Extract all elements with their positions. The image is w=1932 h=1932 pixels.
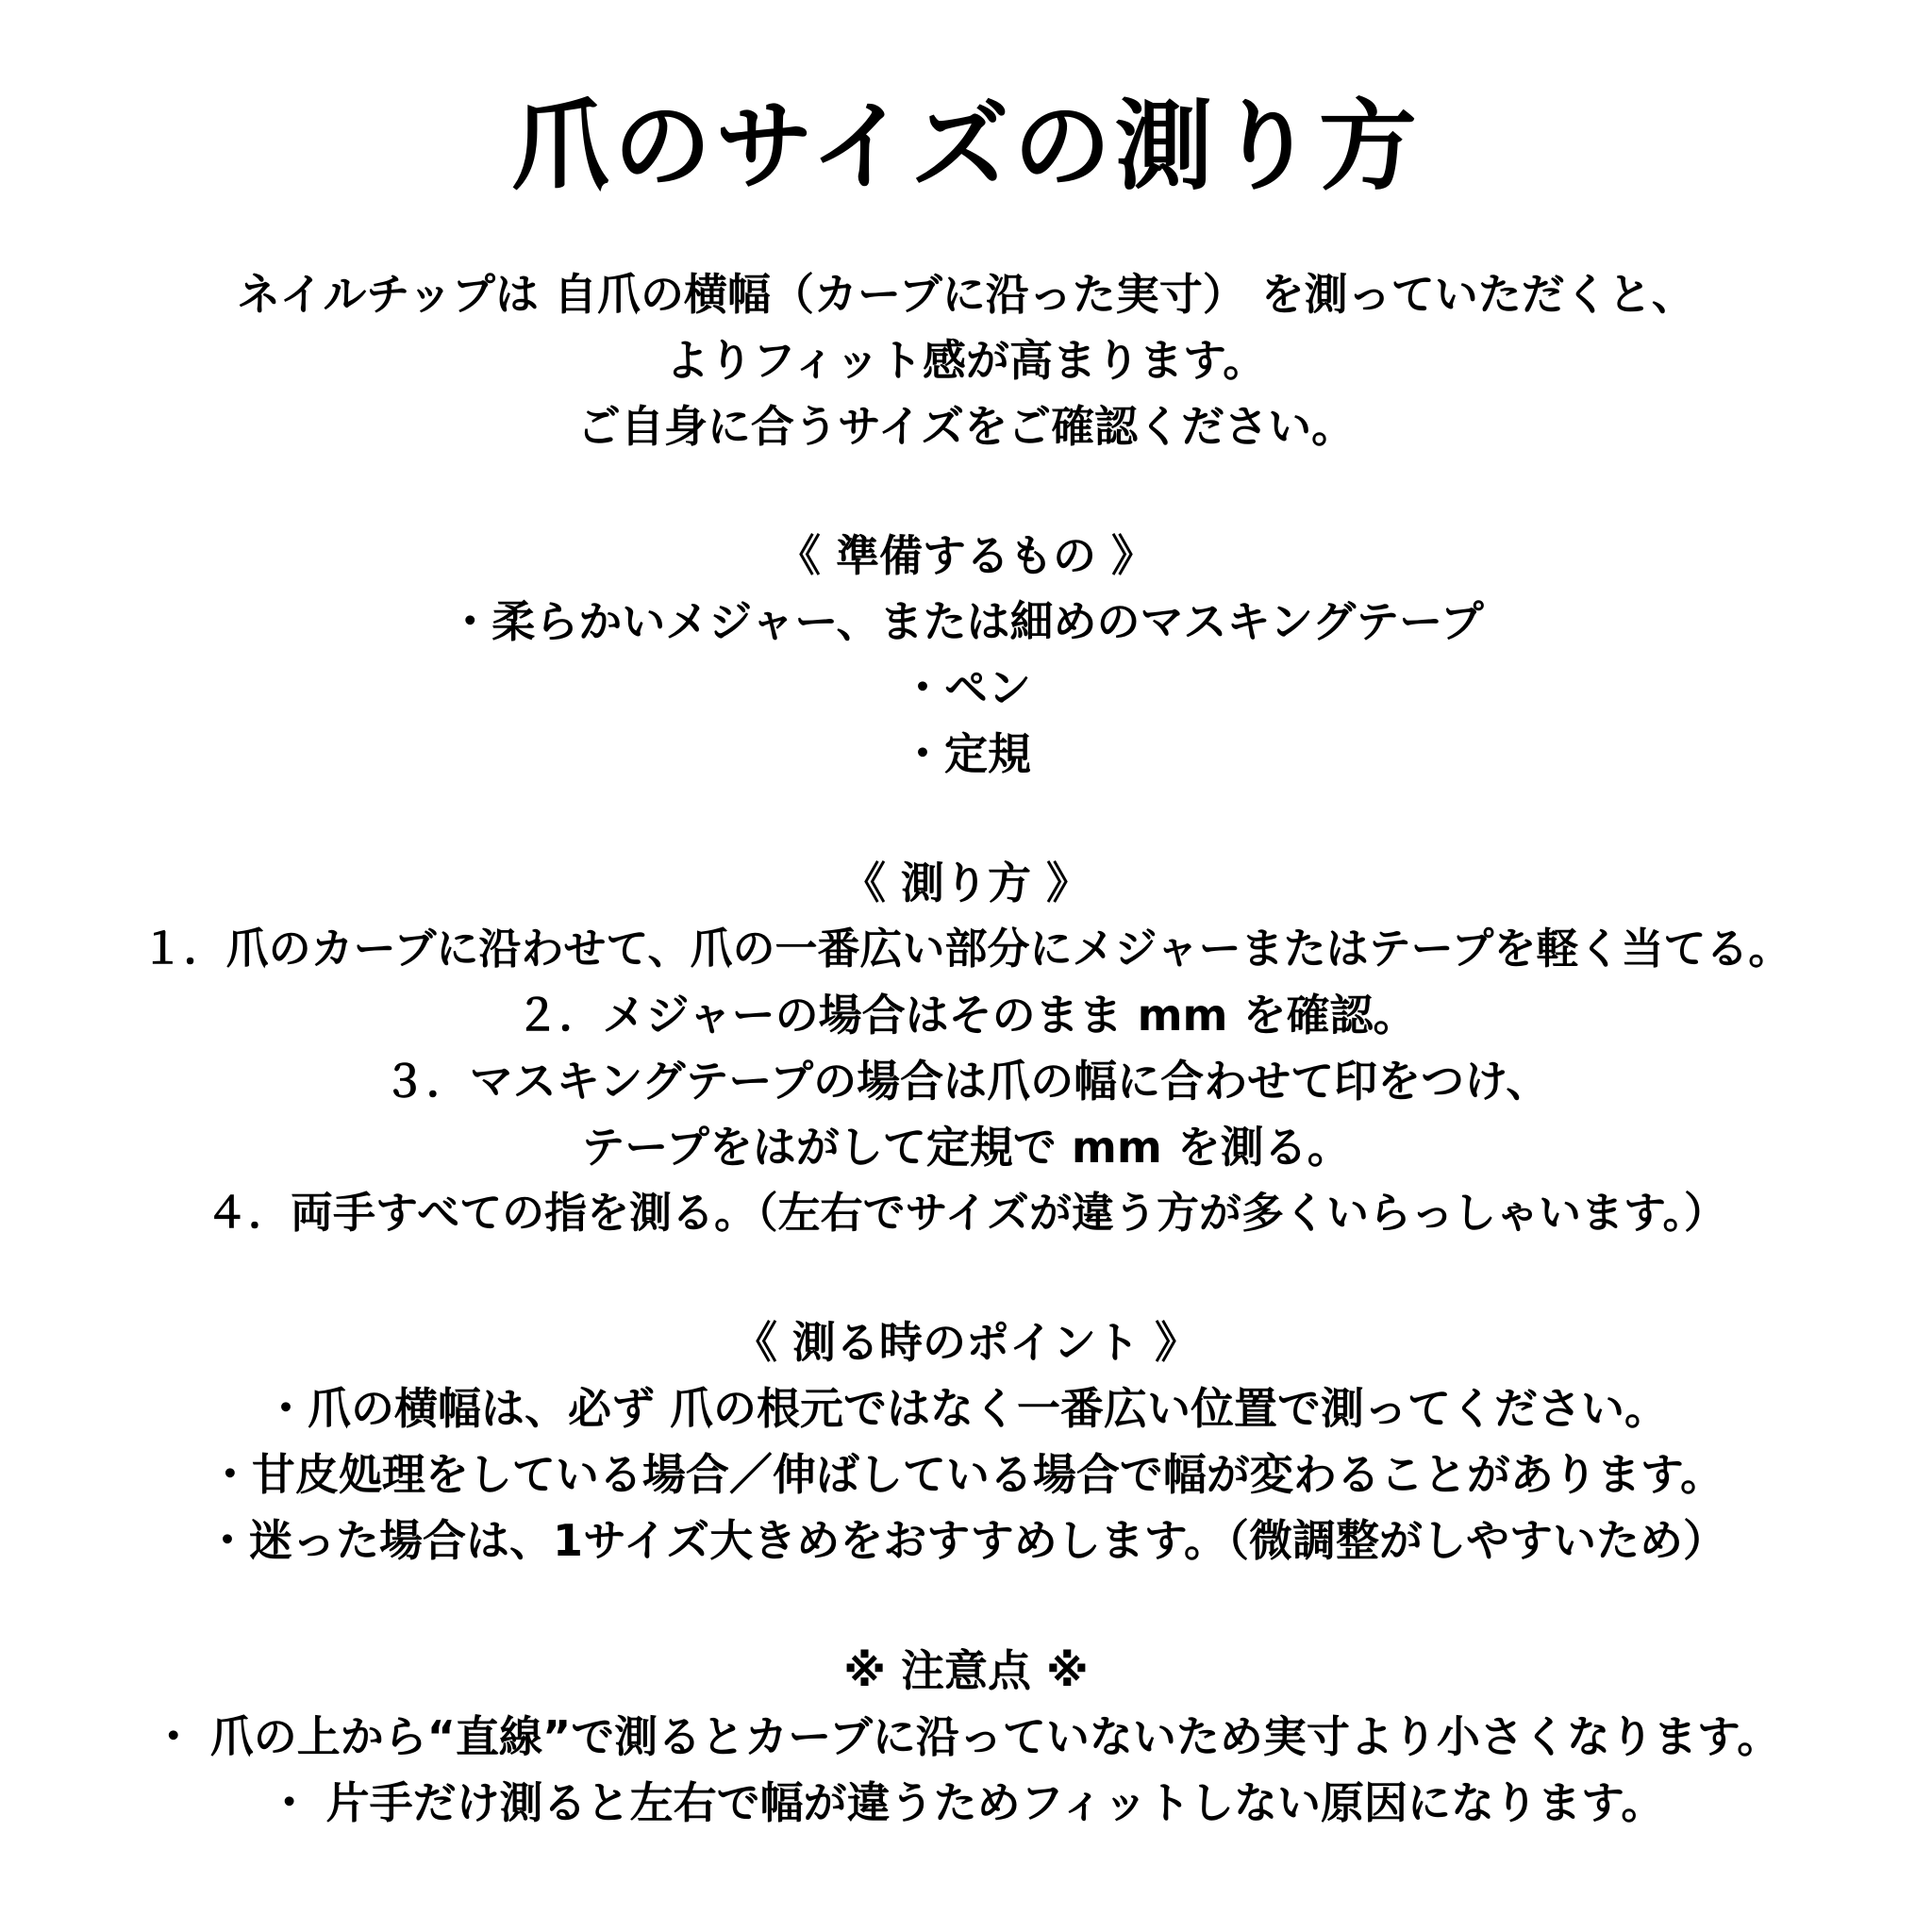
preparation-item: ・ペン (901, 662, 1031, 713)
caution-item: ・ 片手だけ測ると左右で幅が違うためフィットしない原因になります。 (267, 1777, 1665, 1828)
caution-item: ・ 爪の上から“直線”で測るとカーブに沿っていないため実寸より小さくなります。 (151, 1711, 1781, 1762)
points-item: ・甘皮処理をしている場合／伸ばしている場合で幅が変わることがあります。 (208, 1449, 1724, 1500)
intro-line: ネイルチップは 自爪の横幅（カーブに沿った実寸） を測っていただくと、 (237, 269, 1695, 320)
method-step: ４．両手すべての指を測る。（左右でサイズが違う方が多くいらっしゃいます。） (206, 1188, 1726, 1238)
method-step: １．爪のカーブに沿わせて、爪の一番広い部分にメジャーまたはテープを軽く当てる。 (141, 924, 1791, 974)
intro-line: よりフィット感が高まります。 (665, 335, 1267, 386)
points-heading: 《 測る時のポイント 》 (733, 1317, 1199, 1368)
preparation-item: ・定規 (901, 728, 1031, 779)
method-heading: 《 測り方 》 (841, 858, 1091, 908)
intro-line: ご自身に合うサイズをご確認ください。 (576, 401, 1356, 452)
page-title: 爪のサイズの測り方 (511, 89, 1421, 204)
method-step: テープをはがして定規で mm を測る。 (581, 1122, 1351, 1173)
points-item: ・爪の横幅は、必ず 爪の根元ではなく一番広い位置で測ってください。 (263, 1383, 1668, 1434)
caution-heading: ※ 注意点 ※ (843, 1645, 1089, 1696)
method-step: ２．メジャーの場合はそのまま mm を確認。 (515, 990, 1417, 1041)
points-item: ・迷った場合は、1サイズ大きめをおすすめします。（微調整がしやすいため） (205, 1515, 1727, 1566)
preparation-item: ・柔らかいメジャー、または細めのマスキングテープ (448, 596, 1484, 647)
preparation-heading: 《 準備するもの 》 (776, 530, 1156, 581)
method-step: ３．マスキングテープの場合は爪の幅に合わせて印をつけ、 (382, 1056, 1550, 1107)
